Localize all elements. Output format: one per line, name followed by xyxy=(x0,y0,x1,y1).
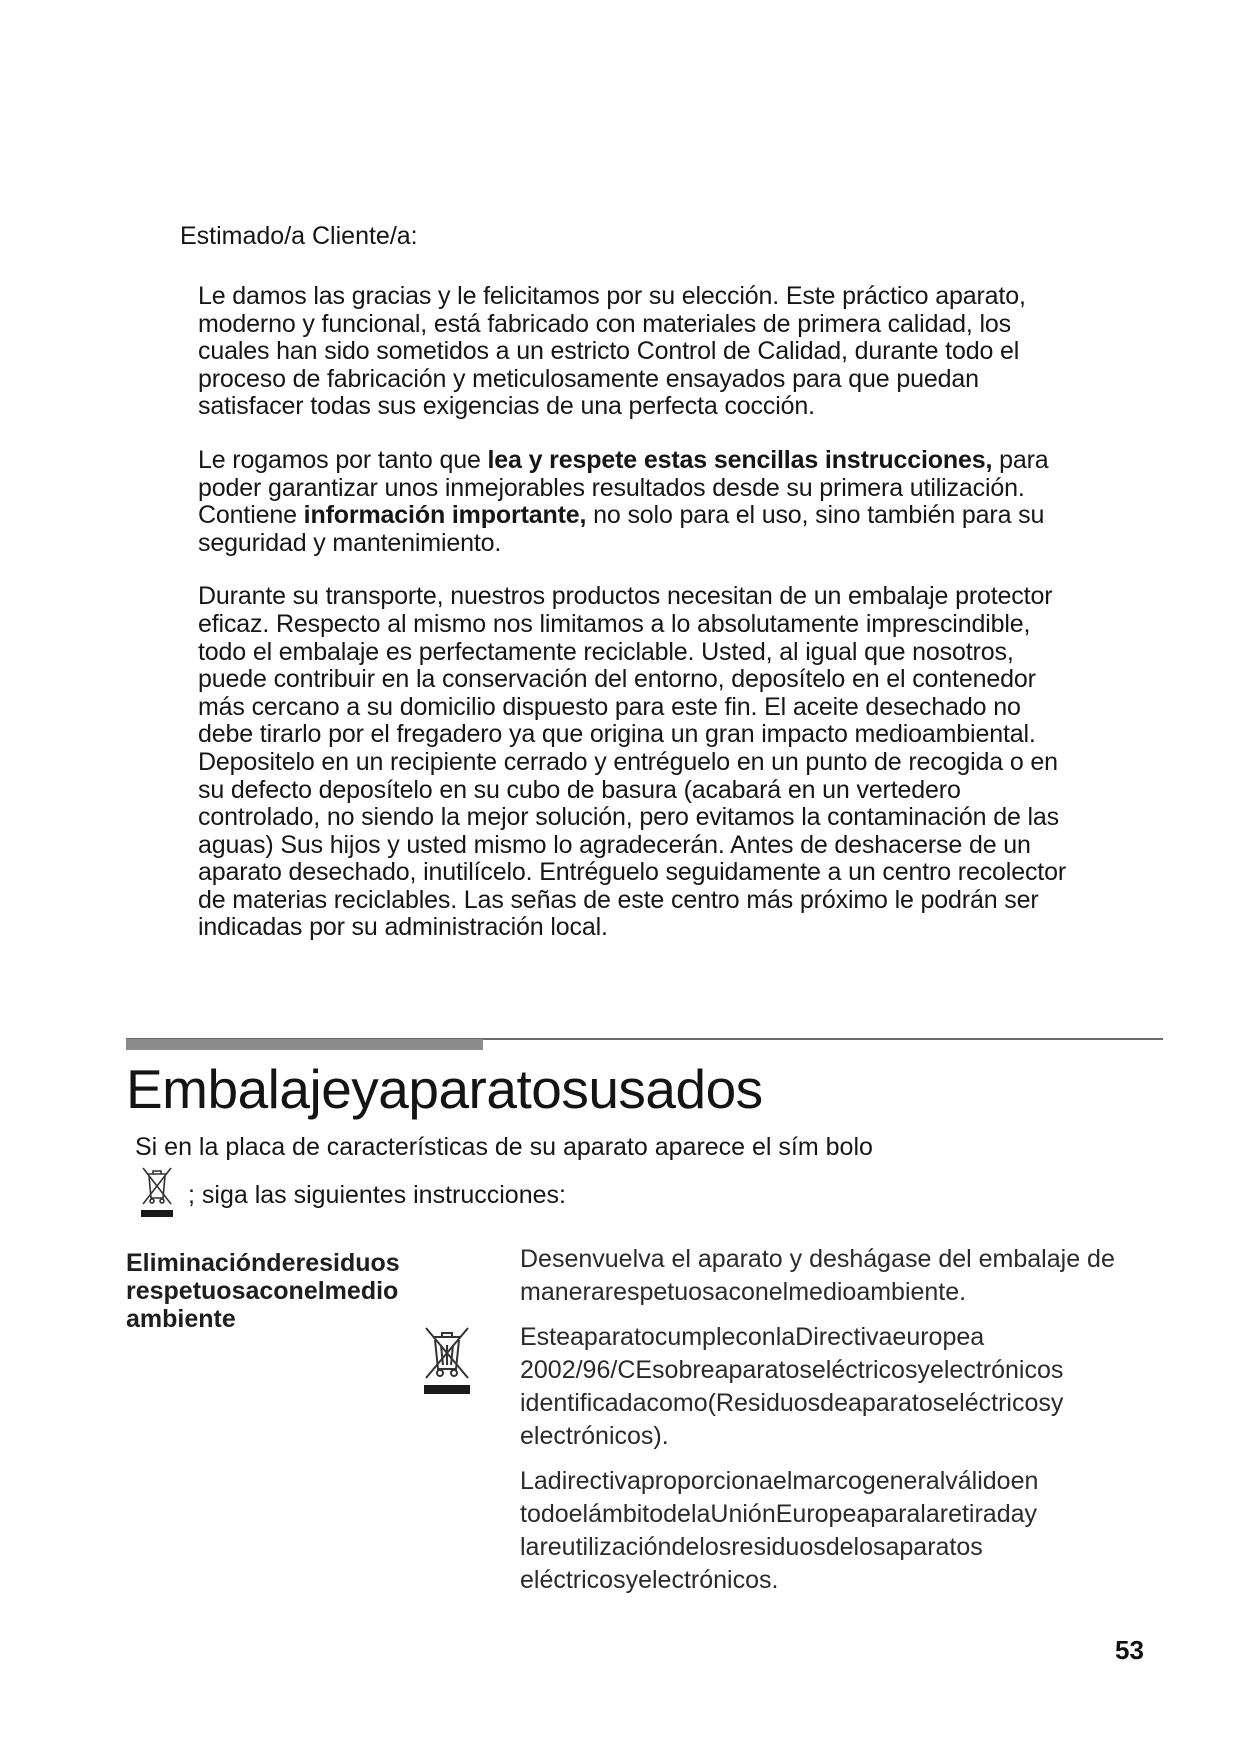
crossed-out-bin-icon xyxy=(139,1164,175,1218)
symbol-follow-text: ; siga las siguientes instrucciones: xyxy=(188,1181,566,1209)
greeting: Estimado/a Cliente/a: xyxy=(180,222,418,250)
unpack-paragraph: Desenvuelva el aparato y deshágase del embalaje de manerarespetuosaconelmedioambiente. xyxy=(520,1245,1115,1306)
crossed-out-bin-icon xyxy=(421,1323,473,1395)
instructions-bold-info: información importante, xyxy=(303,501,587,530)
instructions-text-start: Le rogamos por tanto que xyxy=(198,445,488,474)
framework-paragraph: Ladirectivaproporcionaelmarcogeneralválidoen todoelámbitodelaUniónEuropeaparalaretiraday lareutilizacióndelosresiduosdelosaparatos eléctricosyelectrónicos. xyxy=(520,1467,1039,1594)
letter-body xyxy=(198,283,1078,968)
section-title: Embalajeyaparatosusados xyxy=(126,1058,763,1120)
waste-disposal-heading: Eliminaciónderesiduos respetuosaconelmedio ambiente xyxy=(126,1249,400,1333)
symbol-intro-text: Si en la placa de características de su aparato aparece el sím bolo xyxy=(135,1133,873,1161)
section-divider-accent xyxy=(126,1039,483,1050)
page-number: 53 xyxy=(1115,1635,1144,1665)
paragraph-thanks: Le damos las gracias y le felicitamos por su elección. Este práctico aparato, moderno y funcional, está fabricado con materiales de primera calidad, los cuales han sido sometidos a un estricto Control de Calidad, durante todo el proceso de fabricación y meticulosamente ensayados para que puedan satisfacer todas sus exigencias de una perfecta cocción. xyxy=(198,282,1026,421)
directive-paragraph: EsteaparatocumpleconlaDirectivaeuropea 2002/96/CEsobreaparatoseléctricosyelectrónicos identificadacomo(Residuosdeaparatoseléctricosy electrónicos). xyxy=(520,1323,1064,1450)
paragraph-transport: Durante su transporte, nuestros productos necesitan de un embalaje protector eficaz. Respecto al mismo nos limitamos a lo absolutamente imprescindible, todo el embalaje es perfectamente reciclable. Usted, al igual que nosotros, puede contribuir en la conservación del entorno, deposítelo en el contenedor más cercano a su domicilio dispuesto para este fin. El aceite desechado no debe tirarlo por el fregadero ya que origina un gran impacto medioambiental. Depositelo en un recipiente cerrado y entréguelo en un punto de recogida o en su defecto deposítelo en su cubo de basura (acabará en un vertedero controlado, no siendo la mejor solución, pero evitamos la contaminación de las aguas) Sus hijos y usted mismo lo agradecerán. Antes de deshacerse de un aparato desechado, inutilícelo. Entréguelo seguidamente a un centro recolector de materias reciclables. Las señas de este centro más próximo le podrán ser indicadas por su administración local. xyxy=(198,582,1067,942)
instructions-text-end: no solo para el uso, sino también para su seguridad y mantenimiento. xyxy=(198,501,1045,557)
instructions-bold-read: lea y respete estas sencillas instrucciones, xyxy=(487,445,993,474)
instructions-text-mid: para poder garantizar unos inmejorables resultados desde su primera utilización. Contiene xyxy=(198,445,1049,530)
paragraph-instructions xyxy=(198,447,1078,557)
disposal-instructions xyxy=(520,1243,1160,1609)
